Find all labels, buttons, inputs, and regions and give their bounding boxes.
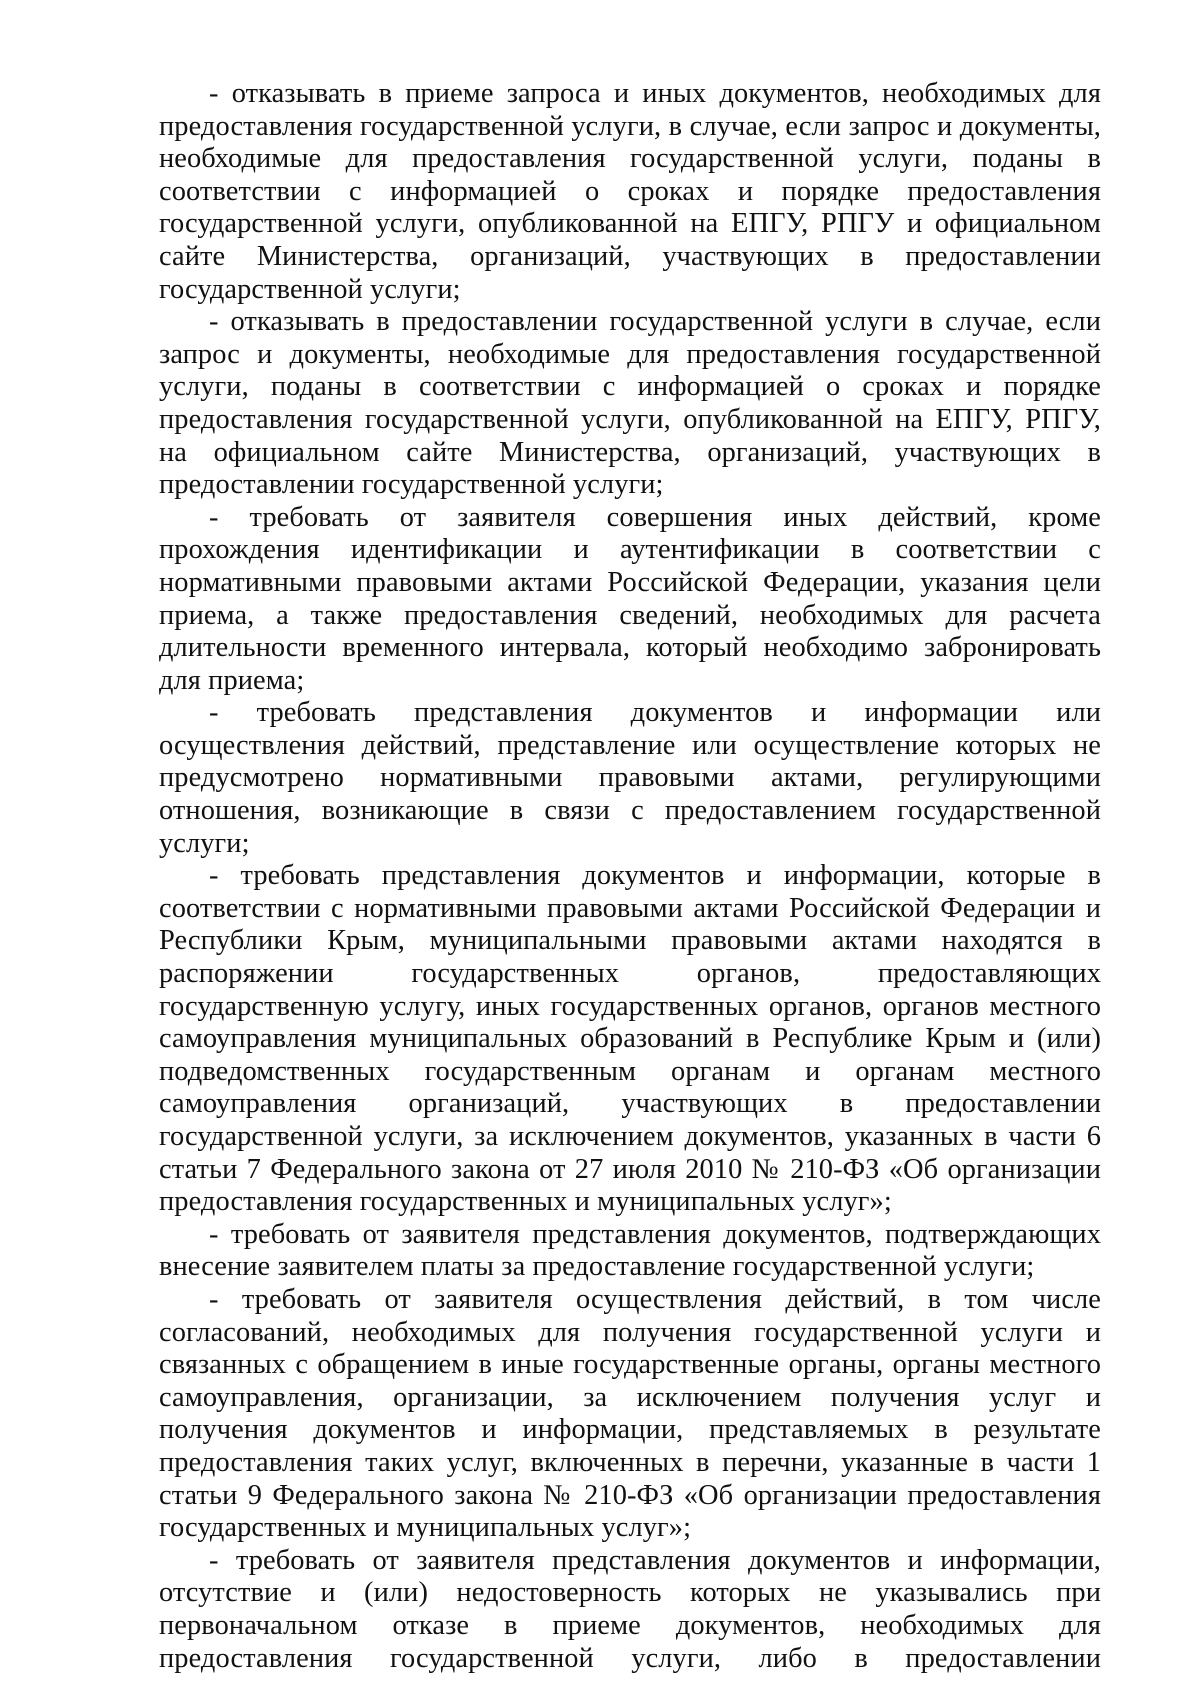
paragraph-require-payment-proof: - требовать от заявителя представления документов, подтверждающих внесение заявителем платы за предоставление государственной услуги; [159,1218,1101,1283]
document-page [159,78,1101,1675]
paragraph-require-held-documents: - требовать представления документов и информации, которые в соответствии с нормативными правовыми актами Российской Федерации и Республики Крым, муниципальными правовыми актами находятся в распоряжении государственных органов, предоставляющих государственную услугу, иных государственных органов, органов местного самоуправления муниципальных образований в Республике Крым и (или) подведомственных государственным органам и органам местного самоуправления организаций, участвующих в предоставлении государственной услуги, за исключением документов, указанных в части 6 статьи 7 Федерального закона от 27 июля 2010 № 210-ФЗ «Об организации предоставления государственных и муниципальных услуг»; [159,860,1101,1218]
paragraph-require-approvals: - требовать от заявителя осуществления действий, в том числе согласований, необходимых для получения государственной услуги и связанных с обращением в иные государственные органы, органы местного самоуправления, организации, за исключением получения услуг и получения документов и информации, представляемых в результате предоставления таких услуг, включенных в перечни, указанные в части 1 статьи 9 Федерального закона № 210-ФЗ «Об организации предоставления государственных и муниципальных услуг»; [159,1283,1101,1544]
paragraph-require-documents: - требовать представления документов и информации или осуществления действий, представление или осуществление которых не предусмотрено нормативными правовыми актами, регулирующими отношения, возникающие в связи с предоставлением государственной услуги; [159,697,1101,859]
paragraph-require-missing-info: - требовать от заявителя представления документов и информации, отсутствие и (или) недостоверность которых не указывались при первоначальном отказе в приеме документов, необходимых для предоставления государственной услуги, либо в предоставлении [159,1544,1101,1674]
paragraph-require-other-actions: - требовать от заявителя совершения иных действий, кроме прохождения идентификации и аутентификации в соответствии с нормативными правовыми актами Российской Федерации, указания цели приема, а также предоставления сведений, необходимых для расчета длительности временного интервала, который необходимо забронировать для приема; [159,501,1101,696]
paragraph-refuse-request: - отказывать в приеме запроса и иных документов, необходимых для предоставления государственной услуги, в случае, если запрос и документы, необходимые для предоставления государственной услуги, поданы в соответствии с информацией о сроках и порядке предоставления государственной услуги, опубликованной на ЕПГУ, РПГУ и официальном сайте Министерства, организаций, участвующих в предоставлении государственной услуги; [159,78,1101,305]
paragraph-refuse-service: - отказывать в предоставлении государственной услуги в случае, если запрос и документы, необходимые для предоставления государственной услуги, поданы в соответствии с информацией о сроках и порядке предоставления государственной услуги, опубликованной на ЕПГУ, РПГУ, на официальном сайте Министерства, организаций, участвующих в предоставлении государственной услуги; [159,306,1101,501]
